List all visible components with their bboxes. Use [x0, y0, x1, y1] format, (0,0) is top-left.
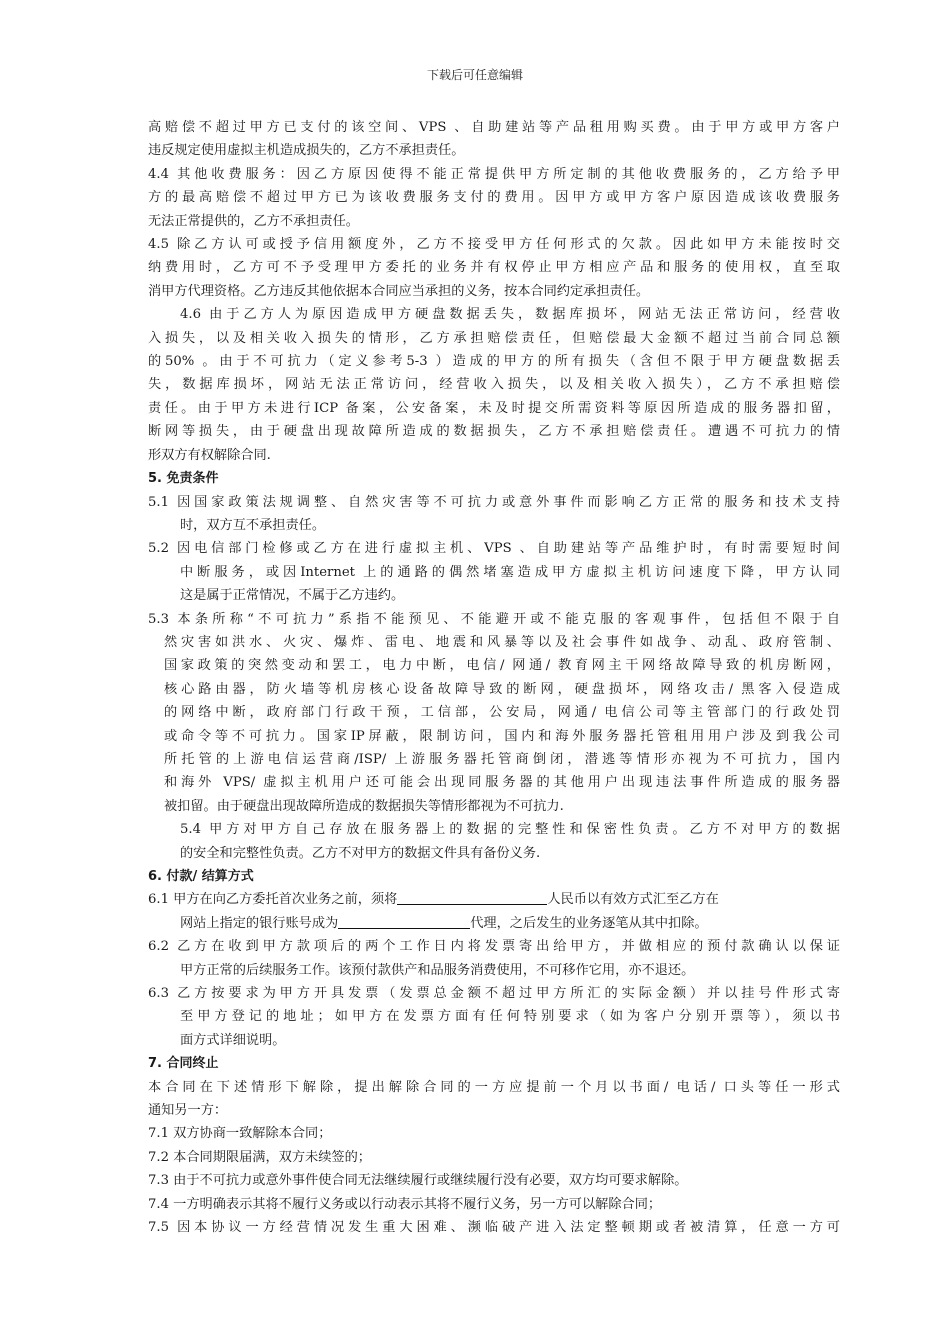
clause-7-4: 7.4 一方明确表示其将不履行义务或以行动表示其将不履行义务，另一方可以解除合同；: [148, 1196, 662, 1212]
clause-4-6: 4.6 由于乙方人为原因造成甲方硬盘数据丢失，数据库损坏，网站无法正常访问，经营收: [180, 307, 840, 323]
section-5-title: 5. 免责条件: [148, 471, 219, 487]
section-7-intro: 本合同在下述情形下解除，提出解除合同的一方应提前一个月以书面/ 电话/ 口头等任一形式: [148, 1079, 840, 1095]
clause-4-5: 4.5 除乙方认可或授予信用额度外，乙方不接受甲方任何形式的欠款。因此如甲方未能按时交: [148, 237, 840, 253]
paragraph-line: 失，数据库损坏，网站无法正常访问，经营收入损失，以及相关收入损失），乙方不承担赔偿: [148, 377, 840, 393]
clause-6-3-cont: 至甲方登记的地址；如甲方在发票方面有任何特别要求（如为客户分别开票等），须以书: [180, 1009, 840, 1025]
clause-5-3-cont: 的网络中断，政府部门行政干预，工信部，公安局，网通/ 电信公司等主管部门的行政处罚: [164, 705, 840, 721]
clause-5-4-cont: 的安全和完整性负责。乙方不对甲方的数据文件具有备份义务.: [180, 845, 541, 861]
paragraph-line: 纳费用时，乙方可不予受理甲方委托的业务并有权停止甲方相应产品和服务的使用权，直至取: [148, 260, 840, 276]
clause-4-4: 4.4 其他收费服务：因乙方原因使得不能正常提供甲方所定制的其他收费服务的，乙方给予甲: [148, 166, 840, 182]
clause-6-3: 6.3 乙方按要求为甲方开具发票（发票总金额不超过甲方所汇的实际金额）并以挂号件形式寄: [148, 986, 840, 1002]
clause-6-1-cont: [148, 912, 840, 935]
section-7-title: 7. 合同终止: [148, 1056, 219, 1072]
paragraph-line: 责任。由于甲方未进行ICP 备案，公安备案，未及时提交所需资料等原因所造成的服务器扣留，: [148, 400, 840, 416]
clause-6-1-text: 代理，之后发生的业务逐笔从其中扣除。: [470, 915, 708, 931]
clause-5-2-cont: 中断服务，或因Internet 上的通路的偶然堵塞造成甲方虚拟主机访问速度下降，甲方认同: [180, 564, 840, 580]
paragraph-line: 入损失，以及相关收入损失的情形，乙方承担赔偿责任，但赔偿最大金额不超过当前合同总额: [148, 330, 840, 346]
amount-blank: [397, 889, 547, 905]
section-7-intro-cont: 通知另一方：: [148, 1103, 228, 1119]
paragraph-line: 方的最高赔偿不超过甲方已为该收费服务支付的费用。因甲方或甲方客户原因造成该收费服务: [148, 190, 840, 206]
clause-5-3-cont: 被扣留。由于硬盘出现故障所造成的数据损失等情形都视为不可抗力.: [164, 798, 564, 814]
clause-5-3-cont: 和海外 VPS/ 虚拟主机用户还可能会出现同服务器的其他用户出现违法事件所造成的服务器: [164, 775, 840, 791]
page-header: 下载后可任意编辑: [426, 68, 523, 82]
clause-5-3-cont: 然灾害如洪水、火灾、爆炸、雷电、地震和风暴等以及社会事件如战争、动乱、政府管制、: [164, 634, 840, 650]
paragraph-line: 断网等损失，由于硬盘出现故障所造成的数据损失，乙方不承担赔偿责任。遭遇不可抗力的情: [148, 424, 840, 440]
clause-7-2: 7.2 本合同期限届满，双方未续签的；: [148, 1149, 371, 1165]
clause-5-4: 5.4 甲方对甲方自己存放在服务器上的数据的完整性和保密性负责。乙方不对甲方的数据: [180, 822, 840, 838]
clause-5-3-cont: 核心路由器，防火墙等机房核心设备故障导致的断网，硬盘损坏，网络攻击/ 黑客入侵造成: [164, 681, 840, 697]
clause-6-1-text: 网站上指定的银行账号成为: [180, 915, 339, 931]
clause-6-1-text: 人民币以有效方式汇至乙方在: [547, 892, 719, 908]
clause-5-3-cont: 所托管的上游电信运营商/ISP/ 上游服务器托管商倒闭，潜逃等情形亦视为不可抗力，国内: [164, 751, 840, 767]
agent-level-blank: [338, 913, 470, 929]
paragraph-line: 的50% 。由于不可抗力（定义参考5-3 ）造成的甲方的所有损失（含但不限于甲方硬盘数据丢: [148, 354, 840, 370]
clause-7-3: 7.3 由于不可抗力或意外事件使合同无法继续履行或继续履行没有必要，双方均可要求解除。: [148, 1173, 688, 1189]
clause-5-2: 5.2 因电信部门检修或乙方在进行虚拟主机、VPS 、自助建站等产品维护时，有时需要短时间: [148, 541, 840, 557]
paragraph-line: 消甲方代理资格。乙方违反其他依据本合同应当承担的义务，按本合同约定承担责任。: [148, 283, 650, 299]
clause-5-2-cont: 这是属于正常情况，不属于乙方违约。: [180, 588, 405, 604]
clause-5-3-cont: 或命令等不可抗力。国家IP屏蔽，限制访问，国内和海外服务器托管租用用户涉及到我公司: [164, 728, 840, 744]
clause-5-1-cont: 时，双方互不承担责任。: [180, 517, 326, 533]
paragraph-line: 无法正常提供的，乙方不承担责任。: [148, 213, 359, 229]
clause-6-1: [148, 888, 840, 911]
paragraph-line: 高赔偿不超过甲方已支付的该空间、VPS 、自助建站等产品租用购买费。由于甲方或甲方客户: [148, 120, 840, 135]
clause-6-1-text: 6.1 甲方在向乙方委托首次业务之前，须将: [148, 892, 398, 908]
paragraph-line: 形双方有权解除合同.: [148, 447, 271, 463]
clause-5-3-cont: 国家政策的突然变动和罢工，电力中断，电信/ 网通/ 教育网主干网络故障导致的机房断网，: [164, 658, 840, 674]
document-body: [148, 116, 840, 1240]
clause-6-3-cont: 面方式详细说明。: [180, 1032, 286, 1048]
clause-5-3: 5.3 本条所称“不可抗力”系指不能预见、不能避开或不能克服的客观事件，包括但不限于自: [148, 611, 840, 627]
clause-5-1: 5.1 因国家政策法规调整、自然灾害等不可抗力或意外事件而影响乙方正常的服务和技术支持: [148, 494, 840, 510]
clause-7-5: 7.5 因本协议一方经营情况发生重大困难、濒临破产进入法定整顿期或者被清算，任意一方可: [148, 1220, 840, 1236]
clause-7-1: 7.1 双方协商一致解除本合同；: [148, 1126, 332, 1142]
clause-6-2: 6.2 乙方在收到甲方款项后的两个工作日内将发票寄出给甲方，并做相应的预付款确认以保证: [148, 939, 840, 955]
clause-6-2-cont: 甲方正常的后续服务工作。该预付款供产和品服务消费使用，不可移作它用，亦不退还。: [180, 962, 695, 978]
paragraph-line: 违反规定使用虚拟主机造成损失的，乙方不承担责任。: [148, 143, 465, 159]
section-6-title: 6. 付款/ 结算方式: [148, 869, 254, 884]
